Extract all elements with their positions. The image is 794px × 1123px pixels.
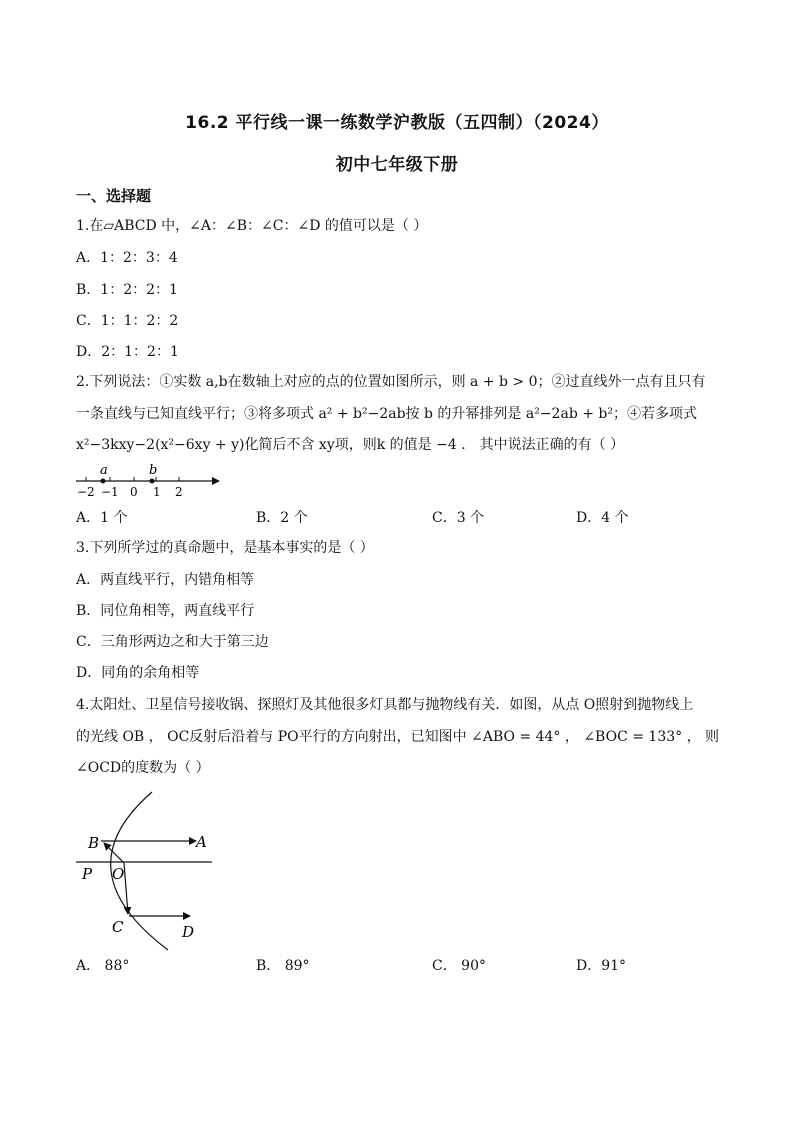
label-b: B bbox=[88, 834, 100, 852]
number-line-arrow bbox=[212, 477, 220, 485]
point-b-label: b bbox=[149, 463, 158, 478]
point-b-dot bbox=[150, 479, 155, 484]
point-a-label: a bbox=[100, 463, 108, 478]
q3-option-c: C．三角形两边之和大于第三边 bbox=[76, 634, 269, 650]
label-o: O bbox=[112, 865, 125, 883]
q2-stem-line2: 一条直线与已知直线平行；③将多项式 a² + b²−2ab按 b 的升幂排列是 a²−2ab + b²；④若多项式 bbox=[76, 406, 697, 422]
number-line-figure bbox=[72, 460, 222, 500]
tick-label: 0 bbox=[130, 485, 138, 499]
q1-stem: 1.在▱ABCD 中，∠A：∠B：∠C：∠D 的值可以是（ ） bbox=[76, 218, 428, 234]
q1-option-d: D．2：1：2：1 bbox=[76, 344, 179, 360]
q4-stem-line2: 的光线 OB ， OC反射后沿着与 PO平行的方向射出，已知图中 ∠ABO = 44° ， ∠BOC = 133° ， 则 bbox=[76, 729, 720, 745]
q4-stem-line1: 4.太阳灶、卫星信号接收锅、探照灯及其他很多灯具都与抛物线有关．如图，从点 O照射到抛物线上 bbox=[76, 697, 694, 713]
q2-option-a: A．1 个 bbox=[76, 510, 128, 526]
tick-label: 1 bbox=[153, 485, 161, 499]
page-title: 16.2 平行线一课一练数学沪教版（五四制）（2024） bbox=[185, 113, 609, 133]
q4-option-b: B． 89° bbox=[256, 958, 310, 974]
label-d: D bbox=[182, 923, 195, 941]
label-a: A bbox=[196, 833, 207, 851]
q4-stem-line3: ∠OCD的度数为（ ） bbox=[76, 760, 210, 776]
q1-option-c: C．1：1：2：2 bbox=[76, 313, 179, 329]
q3-option-a: A．两直线平行，内错角相等 bbox=[76, 572, 255, 588]
q2-option-d: D．4 个 bbox=[576, 510, 629, 526]
q4-option-a: A． 88° bbox=[76, 958, 130, 974]
q2-option-c: C．3 个 bbox=[432, 510, 485, 526]
q1-option-b: B．1：2：2：1 bbox=[76, 282, 178, 298]
q4-option-d: D．91° bbox=[576, 958, 627, 974]
q3-option-b: B．同位角相等，两直线平行 bbox=[76, 603, 255, 619]
point-a-dot bbox=[101, 479, 106, 484]
label-p: P bbox=[82, 865, 93, 883]
q1-option-a: A．1：2：3：4 bbox=[76, 250, 178, 266]
tick-label: −1 bbox=[101, 485, 119, 499]
label-c: C bbox=[112, 918, 124, 936]
q3-option-d: D．同角的余角相等 bbox=[76, 665, 200, 681]
q2-stem-line3: x²−3kxy−2(x²−6xy + y)化简后不含 xy项，则k 的值是 −4 ． 其中说法正确的有（ ） bbox=[76, 437, 625, 453]
page-subtitle: 初中七年级下册 bbox=[335, 155, 459, 175]
q3-stem: 3.下列所学过的真命题中，是基本事实的是（ ） bbox=[76, 540, 374, 556]
tick-label: −2 bbox=[77, 485, 95, 499]
q4-option-c: C． 90° bbox=[432, 958, 486, 974]
q2-option-b: B．2 个 bbox=[256, 510, 308, 526]
q2-stem-line1: 2.下列说法：①实数 a,b在数轴上对应的点的位置如图所示，则 a + b > 0；②过直线外一点有且只有 bbox=[76, 374, 706, 390]
tick-label: 2 bbox=[175, 485, 183, 499]
ray-ob bbox=[104, 843, 124, 863]
parabola-figure bbox=[72, 790, 222, 952]
section-heading: 一、选择题 bbox=[76, 187, 152, 205]
